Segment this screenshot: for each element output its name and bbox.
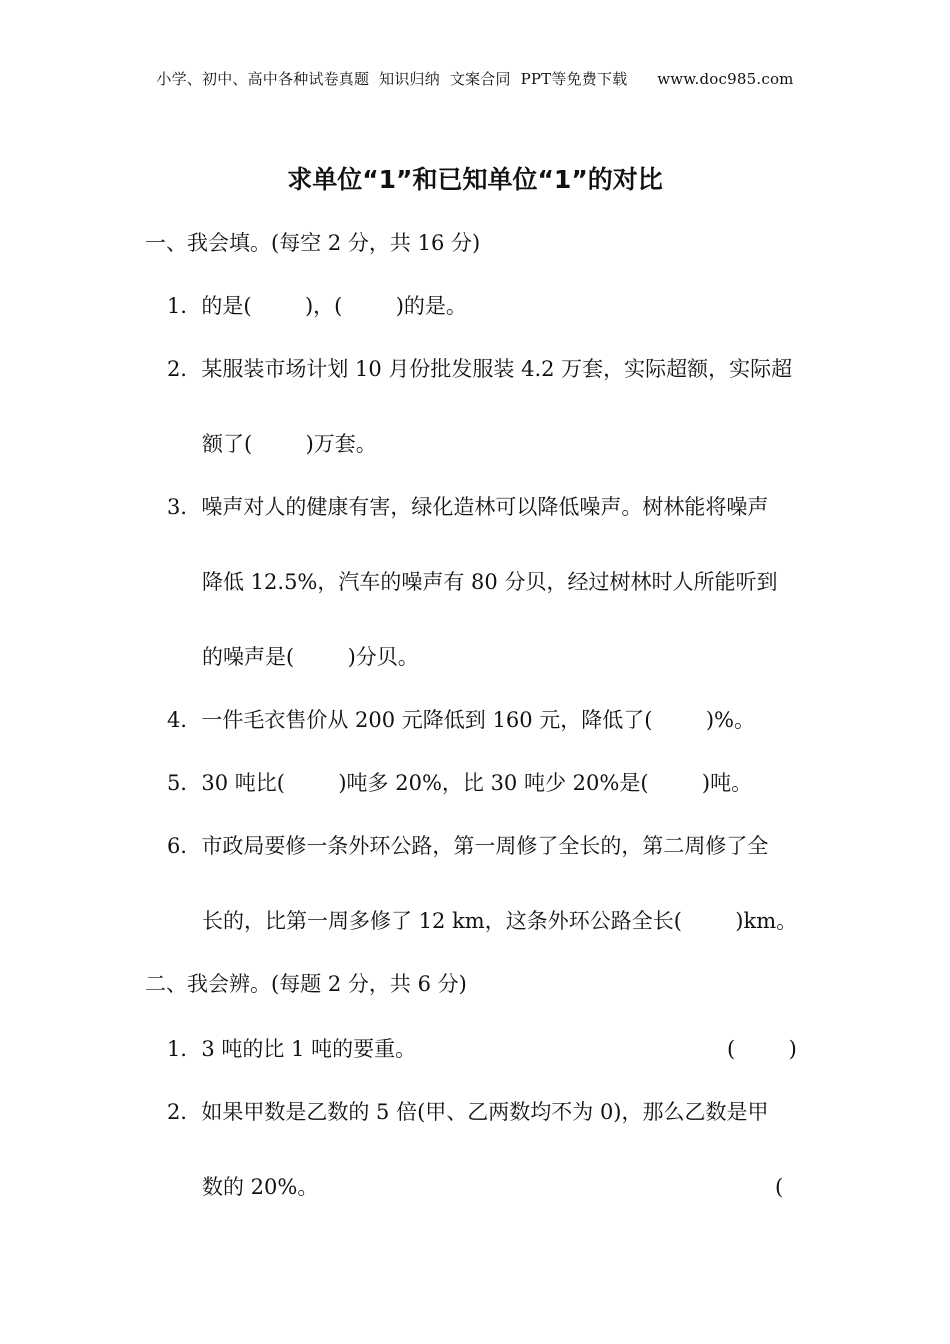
section1-heading: 一、我会填。(每空 2 分，共 16 分) xyxy=(145,231,481,255)
s1-question-3-line1: 3．噪声对人的健康有害，绿化造林可以降低噪声。树林能将噪声 xyxy=(167,495,769,519)
s1-question-5: 5．30 吨比( )吨多 20%，比 30 吨少 20%是( )吨。 xyxy=(167,771,753,795)
s1-question-2-line2: 额了( )万套。 xyxy=(202,432,377,456)
page-title: 求单位“1”和已知单位“1”的对比 xyxy=(287,165,663,194)
s2-question-2-line1: 2．如果甲数是乙数的 5 倍(甲、乙两数均不为 0)，那么乙数是甲 xyxy=(167,1100,769,1124)
s2-question-2-answer-bracket: ( xyxy=(775,1175,784,1199)
s1-question-6-line2: 长的，比第一周多修了 12 km，这条外环公路全长( )km。 xyxy=(202,909,798,933)
section2-heading: 二、我会辨。(每题 2 分，共 6 分) xyxy=(145,972,467,996)
s1-question-3-line2: 降低 12.5%，汽车的噪声有 80 分贝，经过树林时人所能听到 xyxy=(202,570,778,594)
s1-question-2-line1: 2．某服装市场计划 10 月份批发服装 4.2 万套，实际超额，实际超 xyxy=(167,357,793,381)
s1-question-1: 1．的是( )，( )的是。 xyxy=(167,294,467,318)
page-header: 小学、初中、高中各种试卷真题 知识归纳 文案合同 PPT等免费下载 www.doc985.com xyxy=(156,70,794,88)
s2-question-1: 1．3 吨的比 1 吨的要重。 xyxy=(167,1037,417,1061)
s2-question-2-line2: 数的 20%。 xyxy=(202,1175,319,1199)
s1-question-4: 4．一件毛衣售价从 200 元降低到 160 元，降低了( )%。 xyxy=(167,708,755,732)
s2-question-1-answer-bracket: ( ) xyxy=(727,1037,797,1061)
s1-question-6-line1: 6．市政局要修一条外环公路，第一周修了全长的，第二周修了全 xyxy=(167,834,769,858)
s1-question-3-line3: 的噪声是( )分贝。 xyxy=(202,645,419,669)
